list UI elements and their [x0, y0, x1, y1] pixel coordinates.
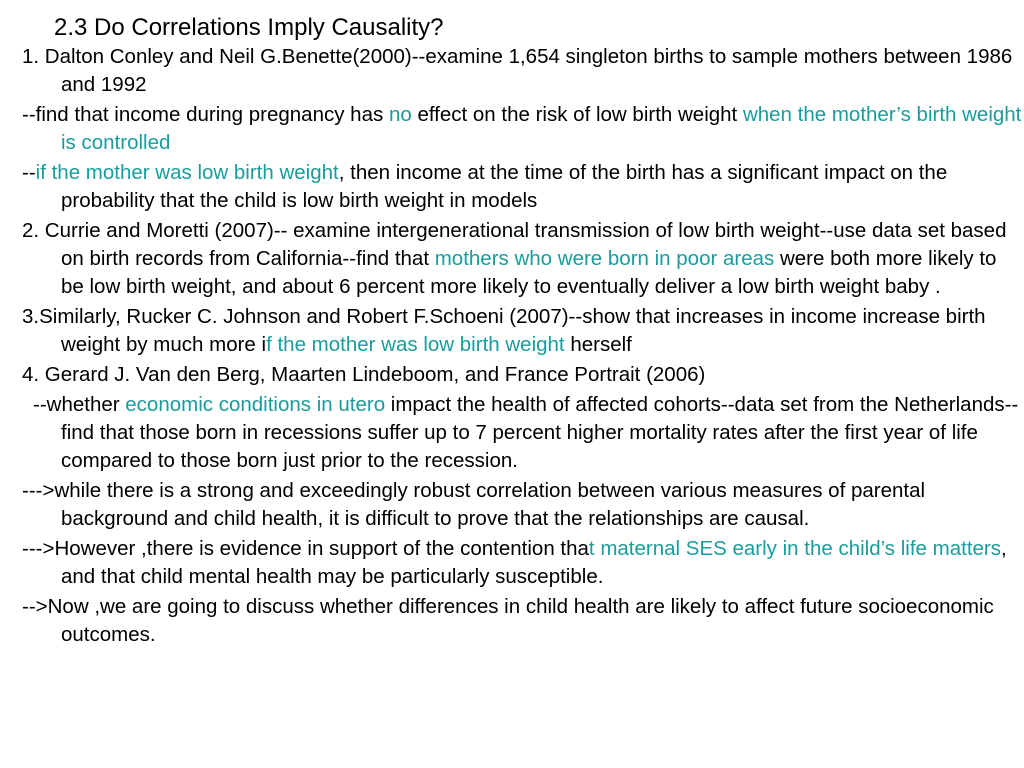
- body-text: --->However ,there is evidence in support of the contention tha: [22, 537, 589, 560]
- paragraph-10: [22, 593, 1022, 649]
- highlighted-text: f the mother was low birth weight: [266, 333, 565, 356]
- body-text: 4. Gerard J. Van den Berg, Maarten Lindeboom, and France Portrait (2006): [22, 363, 706, 386]
- paragraph-6: [22, 361, 1022, 389]
- paragraph-2: [22, 101, 1022, 157]
- paragraph-1: [22, 43, 1022, 99]
- slide-body: [22, 43, 1022, 651]
- paragraph-5: [22, 303, 1022, 359]
- slide-title: 2.3 Do Correlations Imply Causality?: [54, 14, 444, 41]
- highlighted-text: if the mother was low birth weight: [35, 161, 339, 184]
- highlighted-text: when the mother’s birth weight is controlled: [61, 103, 1022, 154]
- body-text: herself: [564, 333, 632, 356]
- body-text: --: [22, 161, 36, 184]
- body-text: --->while there is a strong and exceedingly robust correlation between various measures of parental background and child health, it is difficult to prove that the relationships are causal.: [22, 479, 926, 530]
- highlighted-text: mothers who were born in poor areas: [434, 247, 775, 270]
- paragraph-8: [22, 477, 1022, 533]
- body-text: were both more likely to be low birth weight, and about 6 percent more likely to eventually deliver a low birth weight baby .: [61, 247, 997, 298]
- paragraph-7: [22, 391, 1022, 475]
- body-text: 2. Currie and Moretti (2007)-- examine intergenerational transmission of low birth weight--use data set based on birth records from California--find that: [22, 219, 1007, 270]
- paragraph-9: [22, 535, 1022, 591]
- body-text: effect on the risk of low birth weight: [411, 103, 743, 126]
- body-text: -->Now ,we are going to discuss whether differences in child health are likely to affect future socioeconomic outcomes.: [22, 595, 994, 646]
- body-text: 1. Dalton Conley and Neil G.Benette(2000)--examine 1,654 singleton births to sample mothers between 1986 and 1992: [22, 45, 1013, 96]
- body-text: , and that child mental health may be particularly susceptible.: [61, 537, 1007, 588]
- body-text: impact the health of affected cohorts--data set from the Netherlands--find that those born in recessions suffer up to 7 percent higher mortality rates after the first year of life compared to those born just prior to the recession.: [61, 393, 1019, 472]
- highlighted-text: no: [388, 103, 412, 126]
- body-text: 3.Similarly, Rucker C. Johnson and Robert F.Schoeni (2007)--show that increases in income increase birth weight by much more i: [22, 305, 986, 356]
- paragraph-3: [22, 159, 1022, 215]
- highlighted-text: t maternal SES early in the child’s life matters: [588, 537, 1001, 560]
- highlighted-text: economic conditions in utero: [125, 393, 386, 416]
- body-text: --whether: [33, 393, 126, 416]
- body-text: --find that income during pregnancy has: [22, 103, 389, 126]
- paragraph-4: [22, 217, 1022, 301]
- body-text: , then income at the time of the birth has a significant impact on the probability that the child is low birth weight in models: [61, 161, 948, 212]
